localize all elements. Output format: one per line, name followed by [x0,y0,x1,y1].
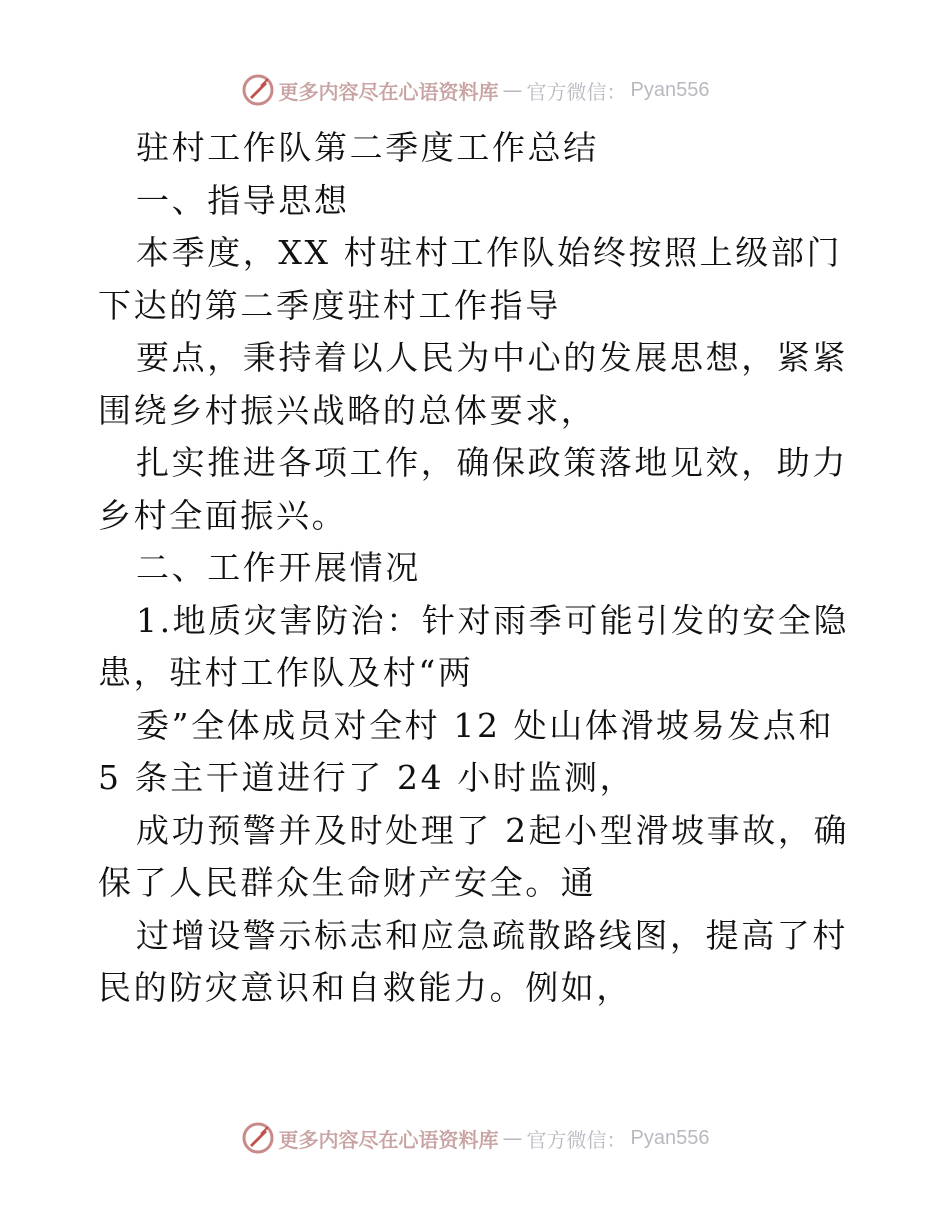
watermark-dash: — [502,78,523,102]
paragraph: 委”全体成员对全村 12 处山体滑坡易发点和 5 条主干道进行了 24 小时监测， [98,705,835,797]
document-body [98,122,858,1015]
quill-seal-icon [241,1121,275,1155]
watermark-wechat-id: Pyan556 [630,78,710,101]
header-watermark [0,70,950,110]
paragraph: 过增设警示标志和应急疏散路线图，提高了村民的防灾意识和自救能力。例如， [98,915,848,1007]
watermark-text: 更多内容尽在心语资料库 [278,1127,499,1152]
section-heading-work-progress: 二、工作开展情况 [136,548,421,587]
watermark-dash: — [502,1126,523,1150]
paragraph: 要点，秉持着以人民为中心的发展思想，紧紧围绕乡村振兴战略的总体要求， [98,338,848,430]
paragraph: 成功预警并及时处理了 2起小型滑坡事故，确保了人民群众生命财产安全。通 [98,810,850,902]
paragraph: 1.地质灾害防治：针对雨季可能引发的安全隐患，驻村工作队及村“两 [98,600,850,692]
quill-seal-icon [241,73,275,107]
watermark-wechat-id: Pyan556 [630,1126,710,1149]
section-heading-guiding-ideology: 一、指导思想 [136,180,350,220]
watermark-official: 官方微信： [526,1127,627,1152]
paragraph: 本季度，XX 村驻村工作队始终按照上级部门下达的第二季度驻村工作指导 [98,233,843,325]
watermark-official: 官方微信： [526,79,627,104]
document-title: 驻村工作队第二季度工作总结 [136,128,599,167]
footer-watermark [0,1118,950,1158]
watermark-text: 更多内容尽在心语资料库 [278,79,499,104]
paragraph: 扎实推进各项工作，确保政策落地见效，助力乡村全面振兴。 [98,443,848,535]
